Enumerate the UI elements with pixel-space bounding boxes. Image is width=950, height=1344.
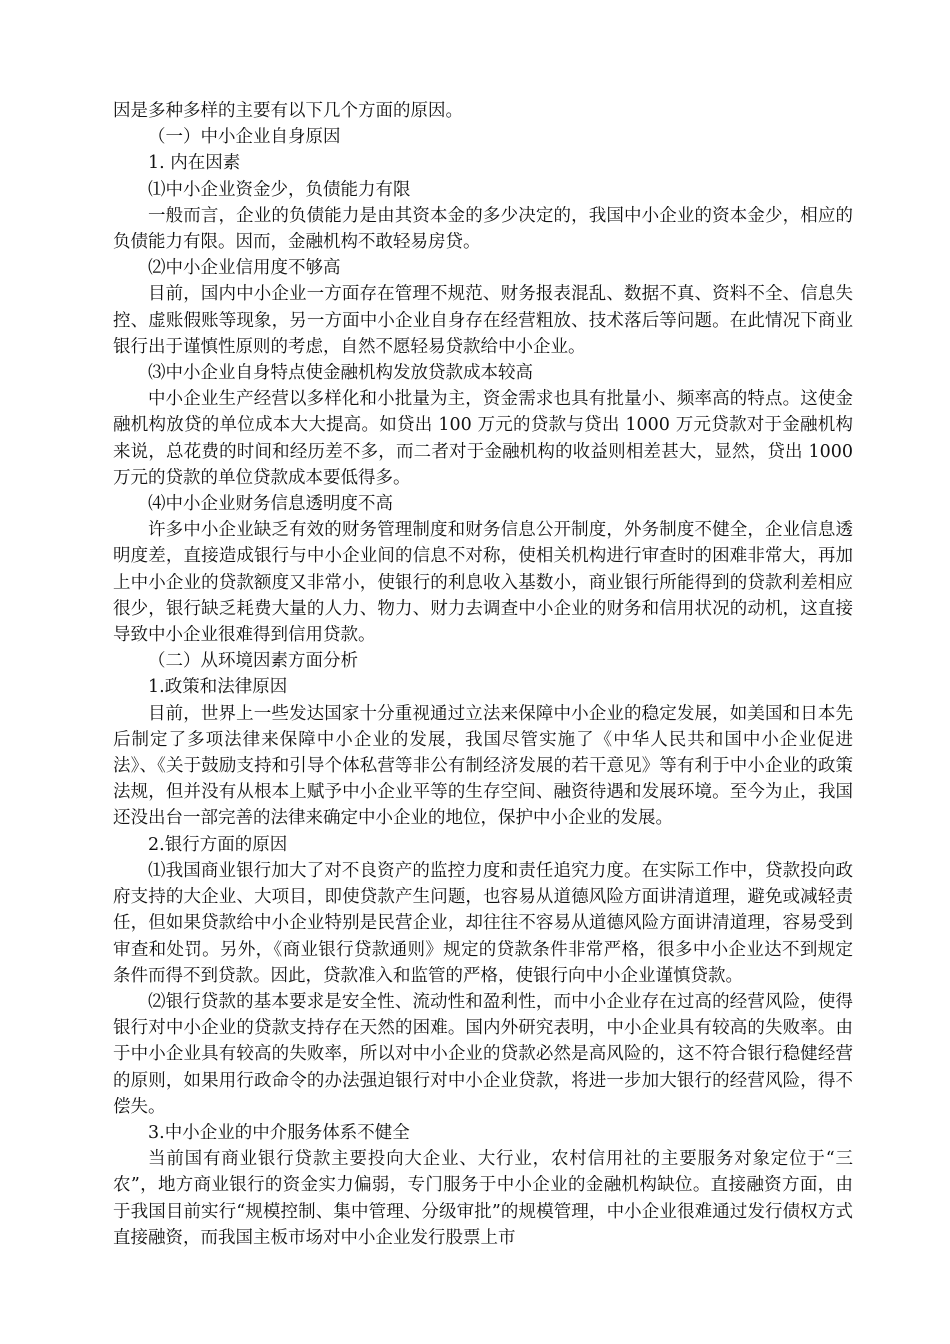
subsection-heading-inner-factors: 1. 内在因素 <box>148 153 241 174</box>
paragraph-continuation: 因是多种多样的主要有以下几个方面的原因。 <box>113 101 463 121</box>
body-paragraph: 目前，国内中小企业一方面存在管理不规范、财务报表混乱、数据不真、资料不全、信息失控、虚账假账等现象，另一方面中小企业自身存在经营粗放、技术落后等问题。在此情况下商业银行出于谨慎性原则的考虑，自然不愿轻易贷款给中小企业。 <box>113 284 853 357</box>
section-heading-environment: （二）从环境因素方面分析 <box>148 651 358 672</box>
body-paragraph: 中小企业生产经营以多样化和小批量为主，资金需求也具有批量小、频率高的特点。这使金融机构放贷的单位成本大大提高。如贷出 100 万元的贷款与贷出 1000 万元贷款对于金融机构来说，总花费的时间和经历差不多，而二者对于金融机构的收益则相差甚大，显然，贷出 1000 万元的贷款的单位贷款成本要低得多。 <box>113 389 853 488</box>
body-paragraph: ⑴我国商业银行加大了对不良资产的监控力度和责任追究力度。在实际工作中，贷款投向政府支持的大企业、大项目，即使贷款产生问题，也容易从道德风险方面讲清道理，避免或减轻责任，但如果贷款给中小企业特别是民营企业，却往往不容易从道德风险方面讲清道理，容易受到审查和处罚。另外，《商业银行贷款通则》规定的贷款条件非常严格，很多中小企业达不到规定条件而得不到贷款。因此，贷款准入和监管的严格，使银行向中小企业谨慎贷款。 <box>113 860 853 986</box>
section-heading-internal-causes: （一）中小企业自身原因 <box>148 127 341 148</box>
subsection-heading-bank: 2.银行方面的原因 <box>148 834 288 855</box>
document-page <box>113 98 853 1251</box>
body-paragraph: 一般而言，企业的负债能力是由其资本金的多少决定的，我国中小企业的资本金少，相应的负债能力有限。因而，金融机构不敢轻易房贷。 <box>113 205 853 253</box>
item-heading-1: ⑴中小企业资金少，负债能力有限 <box>148 179 411 200</box>
item-heading-4: ⑷中小企业财务信息透明度不高 <box>148 494 393 515</box>
item-heading-2: ⑵中小企业信用度不够高 <box>148 258 341 279</box>
body-paragraph: 当前国有商业银行贷款主要投向大企业、大行业，农村信用社的主要服务对象定位于“三农”，地方商业银行的资金实力偏弱，专门服务于中小企业的金融机构缺位。直接融资方面，由于我国目前实行“规模控制、集中管理、分级审批”的规模管理，中小企业很难通过发行债权方式直接融资，而我国主板市场对中小企业发行股票上市 <box>113 1149 853 1248</box>
body-paragraph: ⑵银行贷款的基本要求是安全性、流动性和盈利性，而中小企业存在过高的经营风险，使得银行对中小企业的贷款支持存在天然的困难。国内外研究表明，中小企业具有较高的失败率。由于中小企业具有较高的失败率，所以对中小企业的贷款必然是高风险的，这不符合银行稳健经营的原则，如果用行政命令的办法强迫银行对中小企业贷款，将进一步加大银行的经营风险，得不偿失。 <box>113 991 853 1117</box>
body-paragraph: 目前，世界上一些发达国家十分重视通过立法来保障中小企业的稳定发展，如美国和日本先后制定了多项法律来保障中小企业的发展，我国尽管实施了《中华人民共和国中小企业促进法》、《关于鼓励支持和引导个体私营等非公有制经济发展的若干意见》等有利于中小企业的政策法规，但并没有从根本上赋予中小企业平等的生存空间、融资待遇和发展环境。至今为止，我国还没出台一部完善的法律来确定中小企业的地位，保护中小企业的发展。 <box>113 703 853 829</box>
body-paragraph: 许多中小企业缺乏有效的财务管理制度和财务信息公开制度，外务制度不健全，企业信息透明度差，直接造成银行与中小企业间的信息不对称，使相关机构进行审查时的困难非常大，再加上中小企业的贷款额度又非常小，使银行的利息收入基数小，商业银行所能得到的贷款利差相应很少，银行缺乏耗费大量的人力、物力、财力去调查中小企业的财务和信用状况的动机，这直接导致中小企业很难得到信用贷款。 <box>113 520 853 646</box>
item-heading-3: ⑶中小企业自身特点使金融机构发放贷款成本较高 <box>148 363 533 384</box>
subsection-heading-intermediary: 3.中小企业的中介服务体系不健全 <box>148 1122 410 1143</box>
subsection-heading-policy-law: 1.政策和法律原因 <box>148 677 288 698</box>
